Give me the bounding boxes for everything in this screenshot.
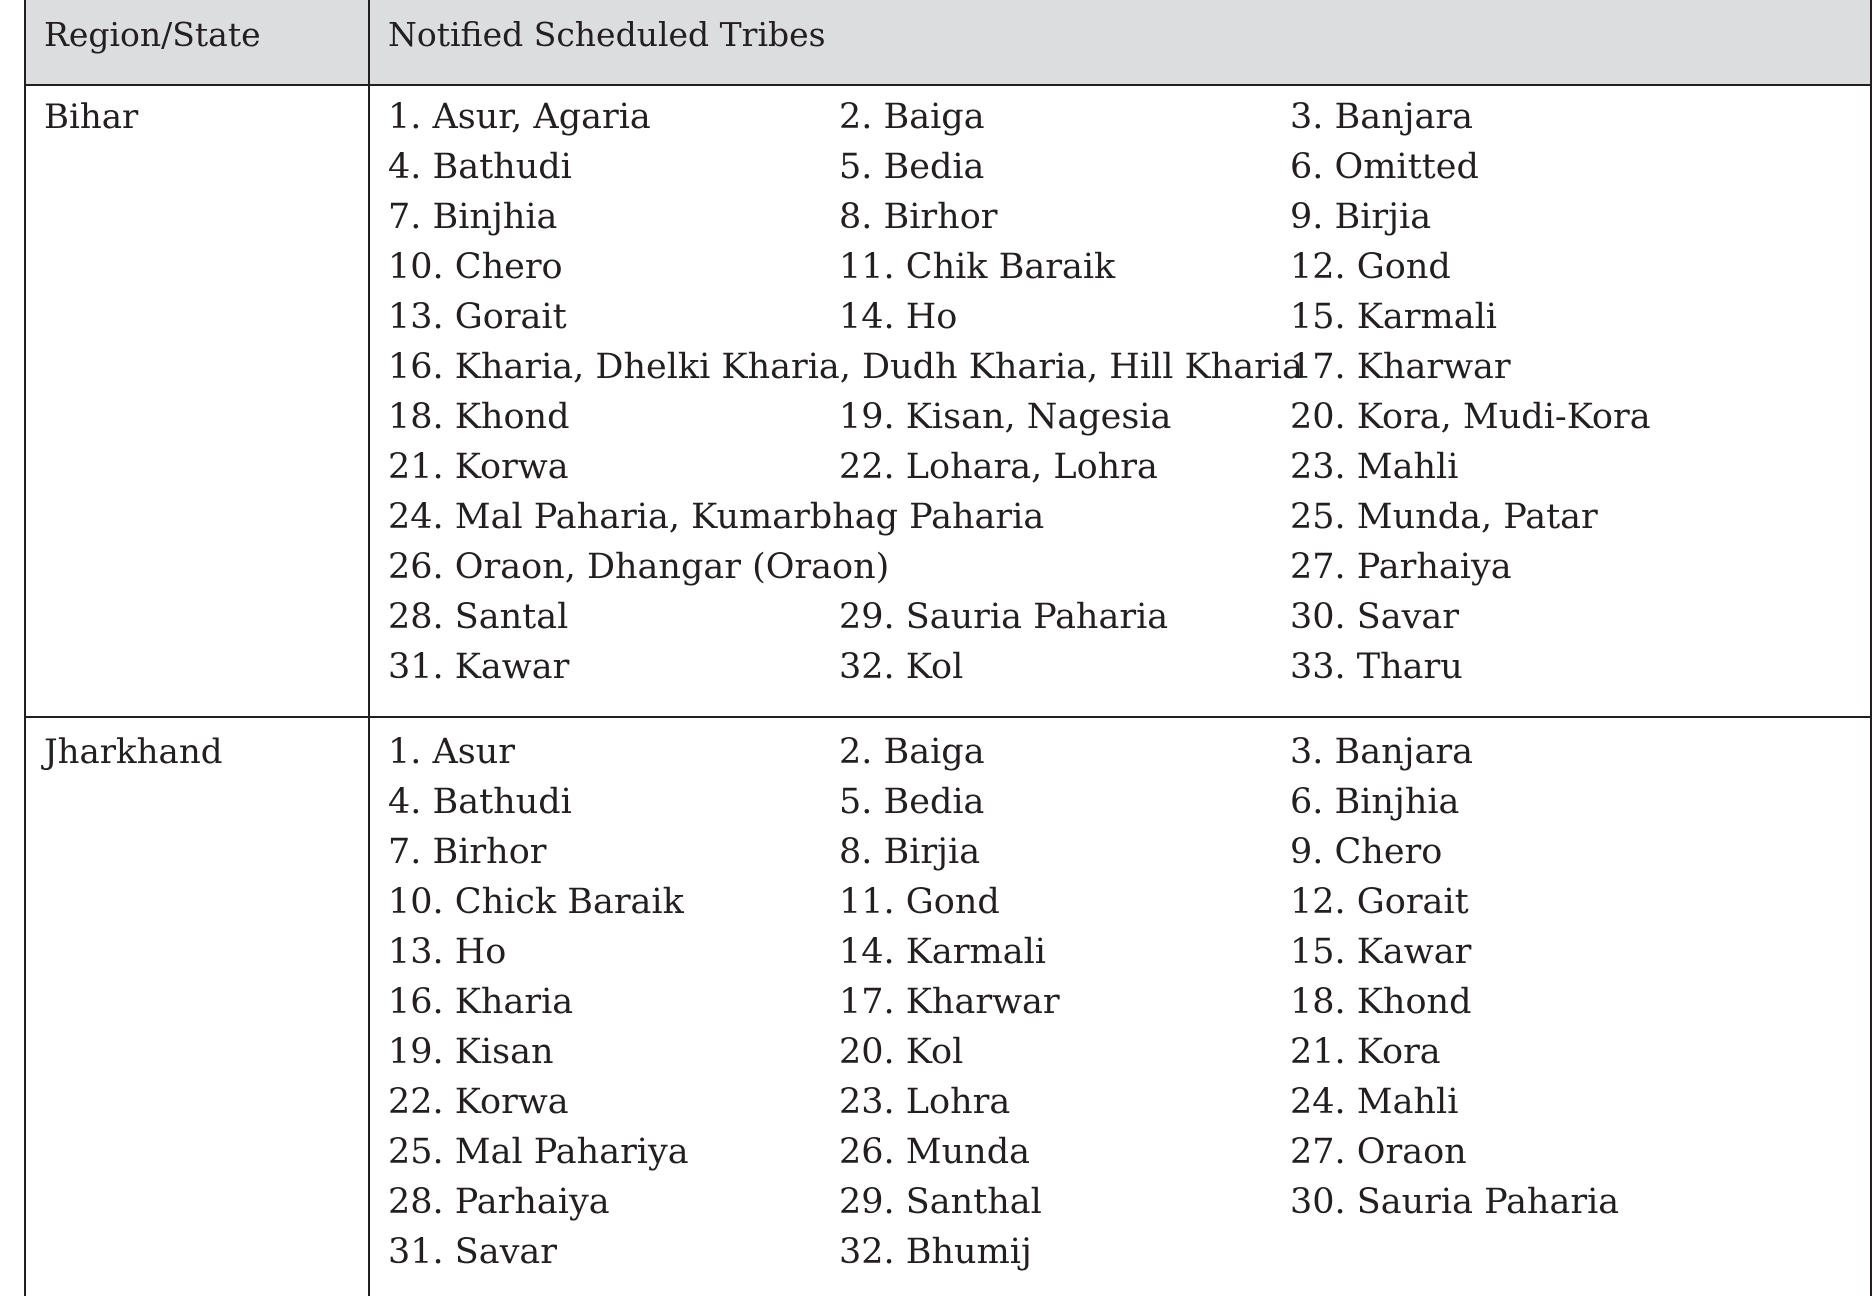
- tribe-entry: 12. Gond: [1290, 247, 1451, 287]
- row-divider: [26, 716, 1870, 718]
- tribe-entry: 30. Sauria Paharia: [1290, 1182, 1620, 1222]
- tribe-entry: 8. Birjia: [839, 832, 981, 872]
- tribe-list-jharkhand: [388, 727, 1858, 1277]
- list-line: [388, 642, 1858, 692]
- tribe-entry: 3. Banjara: [1290, 732, 1473, 772]
- tribe-entry: 32. Kol: [839, 647, 964, 687]
- tribe-entry: 20. Kol: [839, 1032, 964, 1072]
- tribe-list-bihar: [388, 92, 1858, 692]
- tribe-entry: 21. Kora: [1290, 1032, 1441, 1072]
- tribe-entry: 15. Kawar: [1290, 932, 1472, 972]
- tribe-entry: 9. Birjia: [1290, 197, 1432, 237]
- tribe-entry: 10. Chero: [388, 247, 563, 287]
- tribe-entry: 11. Chik Baraik: [839, 247, 1116, 287]
- scheduled-tribes-table: [24, 0, 1872, 1296]
- tribe-entry: 14. Ho: [839, 297, 958, 337]
- tribe-entry: 4. Bathudi: [388, 147, 572, 187]
- tribe-entry: 18. Khond: [388, 397, 570, 437]
- list-line: [388, 977, 1858, 1027]
- tribe-entry: 4. Bathudi: [388, 782, 572, 822]
- tribe-entry: 17. Kharwar: [839, 982, 1060, 1022]
- tribe-entry: 25. Munda, Patar: [1290, 497, 1598, 537]
- tribe-entry: 22. Lohara, Lohra: [839, 447, 1158, 487]
- tribe-entry: 12. Gorait: [1290, 882, 1469, 922]
- list-line: [388, 492, 1858, 542]
- tribe-entry: 11. Gond: [839, 882, 1000, 922]
- tribe-entry: 7. Binjhia: [388, 197, 558, 237]
- tribe-entry: 13. Ho: [388, 932, 507, 972]
- list-line: [388, 292, 1858, 342]
- list-line: [388, 777, 1858, 827]
- tribe-entry: 6. Binjhia: [1290, 782, 1460, 822]
- tribe-entry: 27. Oraon: [1290, 1132, 1467, 1172]
- tribe-entry: 14. Karmali: [839, 932, 1046, 972]
- tribe-entry: 23. Mahli: [1290, 447, 1459, 487]
- list-line: [388, 877, 1858, 927]
- tribe-entry: 29. Santhal: [839, 1182, 1042, 1222]
- list-line: [388, 442, 1858, 492]
- tribe-entry: 23. Lohra: [839, 1082, 1011, 1122]
- tribe-entry: 9. Chero: [1290, 832, 1443, 872]
- list-line: [388, 92, 1858, 142]
- list-line: [388, 592, 1858, 642]
- header-region-state: Region/State: [44, 15, 261, 54]
- tribe-entry: 27. Parhaiya: [1290, 547, 1512, 587]
- region-label-bihar: Bihar: [44, 97, 139, 137]
- list-line: [388, 1027, 1858, 1077]
- tribe-entry: 2. Baiga: [839, 97, 985, 137]
- tribe-entry: 8. Birhor: [839, 197, 998, 237]
- tribe-entry: 19. Kisan: [388, 1032, 554, 1072]
- tribe-entry: 25. Mal Pahariya: [388, 1132, 689, 1172]
- tribe-entry: 28. Parhaiya: [388, 1182, 610, 1222]
- tribe-entry: 5. Bedia: [839, 147, 985, 187]
- tribe-entry: 33. Tharu: [1290, 647, 1463, 687]
- list-line: [388, 1127, 1858, 1177]
- list-line: [388, 392, 1858, 442]
- tribe-entry: 1. Asur, Agaria: [388, 97, 651, 137]
- tribe-entry: 21. Korwa: [388, 447, 569, 487]
- list-line: [388, 342, 1858, 392]
- tribe-entry: 2. Baiga: [839, 732, 985, 772]
- tribe-entry: 18. Khond: [1290, 982, 1472, 1022]
- header-notified-scheduled-tribes: Notified Scheduled Tribes: [388, 15, 826, 54]
- tribe-entry: 13. Gorait: [388, 297, 567, 337]
- list-line: [388, 192, 1858, 242]
- tribe-entry: 5. Bedia: [839, 782, 985, 822]
- tribe-entry: 16. Kharia: [388, 982, 574, 1022]
- tribe-entry: 15. Karmali: [1290, 297, 1497, 337]
- tribe-entry: 19. Kisan, Nagesia: [839, 397, 1172, 437]
- tribe-entry: 10. Chick Baraik: [388, 882, 684, 922]
- list-line: [388, 142, 1858, 192]
- tribe-entry: 20. Kora, Mudi-Kora: [1290, 397, 1651, 437]
- tribe-entry: 26. Munda: [839, 1132, 1030, 1172]
- tribe-entry: 24. Mahli: [1290, 1082, 1459, 1122]
- tribe-entry: 24. Mal Paharia, Kumarbhag Paharia: [388, 497, 1045, 537]
- tribe-entry: 26. Oraon, Dhangar (Oraon): [388, 547, 890, 587]
- list-line: [388, 542, 1858, 592]
- list-line: [388, 727, 1858, 777]
- list-line: [388, 1227, 1858, 1277]
- list-line: [388, 1077, 1858, 1127]
- tribe-entry: 6. Omitted: [1290, 147, 1479, 187]
- list-line: [388, 242, 1858, 292]
- tribe-entry: 29. Sauria Paharia: [839, 597, 1169, 637]
- list-line: [388, 827, 1858, 877]
- tribe-entry: 31. Savar: [388, 1232, 558, 1272]
- tribe-entry: 22. Korwa: [388, 1082, 569, 1122]
- tribe-entry: 16. Kharia, Dhelki Kharia, Dudh Kharia, Hill Kharia: [388, 347, 1303, 387]
- tribe-entry: 30. Savar: [1290, 597, 1460, 637]
- tribe-entry: 3. Banjara: [1290, 97, 1473, 137]
- table-header: [26, 0, 1870, 86]
- tribe-entry: 7. Birhor: [388, 832, 547, 872]
- tribe-entry: 1. Asur: [388, 732, 516, 772]
- region-label-jharkhand: Jharkhand: [44, 732, 223, 772]
- tribe-entry: 31. Kawar: [388, 647, 570, 687]
- tribe-entry: 28. Santal: [388, 597, 569, 637]
- list-line: [388, 1177, 1858, 1227]
- tribe-entry: 32. Bhumij: [839, 1232, 1032, 1272]
- tribe-entry: 17. Kharwar: [1290, 347, 1511, 387]
- column-divider: [368, 0, 370, 1296]
- list-line: [388, 927, 1858, 977]
